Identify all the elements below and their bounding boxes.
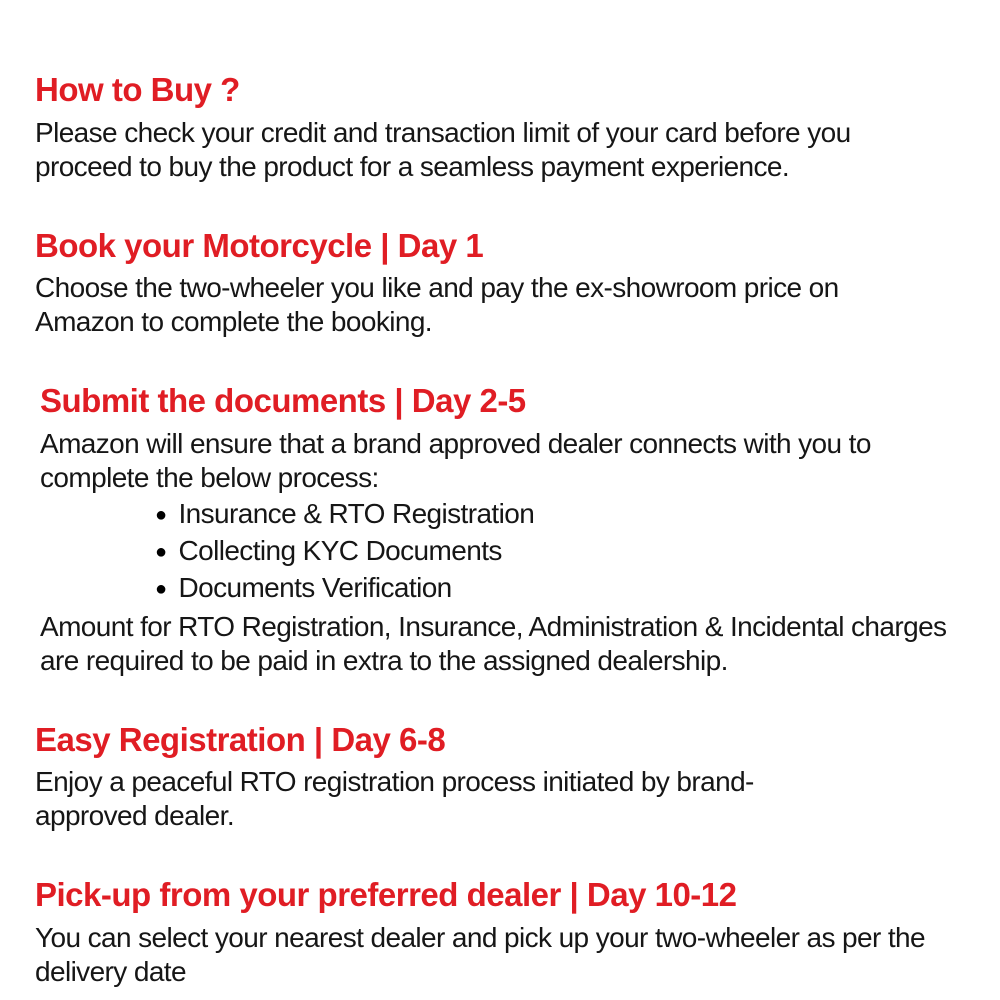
list-item-label: Collecting KYC Documents [178,534,502,566]
list-item-label: Insurance & RTO Registration [178,497,535,529]
section-heading-how-to-buy: How to Buy ? [35,71,240,108]
list-item-label: Documents Verification [178,571,452,603]
section-body-easy-registration: Enjoy a peaceful RTO registration process initiated by brand-approved dealer. [35,766,754,832]
section-heading-pickup-dealer: Pick-up from your preferred dealer | Day 10-12 [35,876,737,914]
list-item-documents-verification [155,571,970,608]
bullet-icon: ● [155,540,167,563]
section-pickup-dealer [35,875,970,989]
list-item-insurance-rto [155,497,970,534]
section-heading-book-motorcycle: Book your Motorcycle | Day 1 [35,226,484,264]
section-body-how-to-buy: Please check your credit and transaction limit of your card before you proceed to buy the product for a seamless payment experience. [35,116,851,182]
section-how-to-buy [35,70,970,184]
section-body-book-motorcycle: Choose the two-wheeler you like and pay the ex-showroom price on Amazon to complete the booking. [35,272,839,338]
list-item-kyc-documents [155,534,970,571]
section-body-submit-documents: Amazon will ensure that a brand approved dealer connects with you to complete the below process: [40,427,871,493]
section-book-motorcycle [35,226,970,340]
section-heading-submit-documents: Submit the documents | Day 2-5 [40,382,526,420]
section-submit-documents [35,381,970,678]
section-body-pickup-dealer: You can select your nearest dealer and pick up your two-wheeler as per the delivery date [35,921,926,987]
process-bullet-list [35,497,970,608]
section-easy-registration [35,720,970,834]
section-note-extra-charges: Amount for RTO Registration, Insurance, Administration & Incidental charges are required to be paid in extra to the assigned dealership. [40,610,947,676]
bullet-icon: ● [155,503,167,526]
bullet-icon: ● [155,577,167,600]
section-heading-easy-registration: Easy Registration | Day 6-8 [35,720,446,758]
